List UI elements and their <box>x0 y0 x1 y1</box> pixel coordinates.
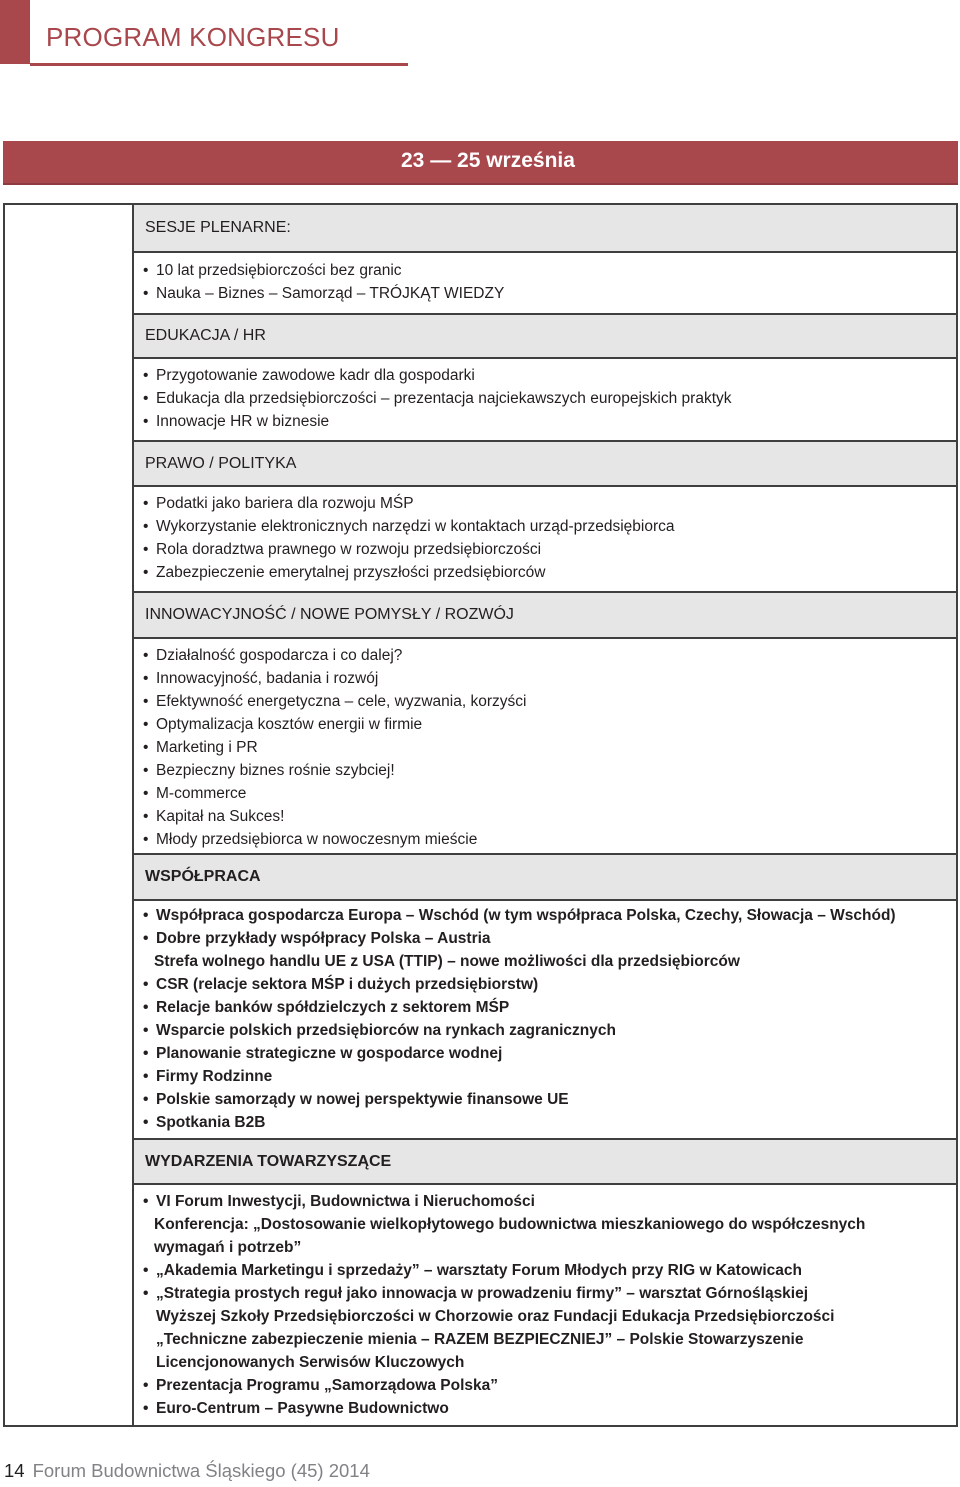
bullet-icon: • <box>143 367 149 384</box>
section-list-events <box>134 1190 956 1420</box>
list-item: Konferencja: „Dostosowanie wielkopłytowego budownictwa mieszkaniowego do współczesnych <box>154 1216 866 1233</box>
list-item: • Podatki jako bariera dla rozwoju MŚP <box>143 492 956 515</box>
page-footer <box>4 1460 370 1482</box>
list-item: Wyższej Szkoły Przedsiębiorczości w Chorzowie oraz Fundacji Edukacja Przedsiębiorczości <box>156 1308 835 1325</box>
bullet-icon: • <box>143 831 149 848</box>
list-item: • Planowanie strategiczne w gospodarce wodnej <box>143 1042 956 1065</box>
list-item: • „Akademia Marketingu i sprzedaży” – warsztaty Forum Młodych przy RIG w Katowicach <box>143 1259 956 1282</box>
list-item: Strefa wolnego handlu UE z USA (TTIP) – nowe możliwości dla przedsiębiorców <box>154 953 740 970</box>
bullet-icon: • <box>143 1045 149 1062</box>
publication-name: Forum Budownictwa Śląskiego (45) 2014 <box>32 1460 370 1481</box>
section-heading-innovation: INNOWACYJNOŚĆ / NOWE POMYSŁY / ROZWÓJ <box>134 591 956 639</box>
bullet-icon: • <box>143 495 149 512</box>
list-item: • Działalność gospodarcza i co dalej? <box>143 644 956 667</box>
list-item: • Innowacyjność, badania i rozwój <box>143 667 956 690</box>
list-item: • CSR (relacje sektora MŚP i dużych przedsiębiorstw) <box>143 973 956 996</box>
page-number: 14 <box>4 1460 25 1481</box>
list-item: • Relacje banków spółdzielczych z sektorem MŚP <box>143 996 956 1019</box>
list-item: • Edukacja dla przedsiębiorczości – prezentacja najciekawszych europejskich praktyk <box>143 387 956 410</box>
list-item: • Wsparcie polskich przedsiębiorców na rynkach zagranicznych <box>143 1019 956 1042</box>
bullet-icon: • <box>143 976 149 993</box>
bullet-icon: • <box>143 541 149 558</box>
list-item: • Młody przedsiębiorca w nowoczesnym mieście <box>143 828 956 851</box>
bullet-icon: • <box>143 518 149 535</box>
list-item: • Rola doradztwa prawnego w rozwoju przedsiębiorczości <box>143 538 956 561</box>
bullet-icon: • <box>143 564 149 581</box>
program-table <box>3 203 958 1427</box>
list-item: • Bezpieczny biznes rośnie szybciej! <box>143 759 956 782</box>
bullet-icon: • <box>143 930 149 947</box>
bullet-icon: • <box>143 1262 149 1279</box>
bullet-icon: • <box>143 762 149 779</box>
list-item: • Wykorzystanie elektronicznych narzędzi w kontaktach urząd-przedsiębiorca <box>143 515 956 538</box>
bullet-icon: • <box>143 1377 149 1394</box>
bullet-icon: • <box>143 716 149 733</box>
bullet-icon: • <box>143 999 149 1016</box>
section-heading-law: PRAWO / POLITYKA <box>134 440 956 487</box>
bullet-icon: • <box>143 739 149 756</box>
list-item: • Dobre przykłady współpracy Polska – Austria <box>143 927 956 950</box>
list-item: wymagań i potrzeb” <box>154 1239 302 1256</box>
section-list-law <box>134 492 956 584</box>
list-item: • Optymalizacja kosztów energii w firmie <box>143 713 956 736</box>
page-title: PROGRAM KONGRESU <box>46 22 340 52</box>
list-item: • „Strategia prostych reguł jako innowacja w prowadzeniu firmy” – warsztat Górnośląskiej <box>143 1282 956 1305</box>
bullet-icon: • <box>143 1400 149 1417</box>
bullet-icon: • <box>143 1091 149 1108</box>
section-heading-plenary: SESJE PLENARNE: <box>134 205 956 253</box>
list-item: • Efektywność energetyczna – cele, wyzwania, korzyści <box>143 690 956 713</box>
list-item: Licencjonowanych Serwisów Kluczowych <box>156 1354 465 1371</box>
section-list-education <box>134 364 956 433</box>
bullet-icon: • <box>143 413 149 430</box>
header-accent-bar <box>0 0 30 64</box>
list-item: • VI Forum Inwestycji, Budownictwa i Nieruchomości <box>143 1190 956 1213</box>
list-item: • Polskie samorządy w nowej perspektywie finansowe UE <box>143 1088 956 1111</box>
bullet-icon: • <box>143 907 149 924</box>
section-list-cooperation <box>134 904 956 1134</box>
list-item: • 10 lat przedsiębiorczości bez granic <box>143 259 956 282</box>
bullet-icon: • <box>143 785 149 802</box>
list-item: • M-commerce <box>143 782 956 805</box>
list-item: • Nauka – Biznes – Samorząd – TRÓJKĄT WIEDZY <box>143 282 956 305</box>
bullet-icon: • <box>143 693 149 710</box>
bullet-icon: • <box>143 1285 149 1302</box>
list-item: • Przygotowanie zawodowe kadr dla gospodarki <box>143 364 956 387</box>
bullet-icon: • <box>143 390 149 407</box>
list-item: • Firmy Rodzinne <box>143 1065 956 1088</box>
list-item: „Techniczne zabezpieczenie mienia – RAZEM BEZPIECZNIEJ” – Polskie Stowarzyszenie <box>156 1331 804 1348</box>
section-list-innovation <box>134 644 956 851</box>
list-item: • Marketing i PR <box>143 736 956 759</box>
list-item: • Innowacje HR w biznesie <box>143 410 956 433</box>
section-list-plenary <box>134 259 956 305</box>
list-item: • Kapitał na Sukces! <box>143 805 956 828</box>
list-item: • Spotkania B2B <box>143 1111 956 1134</box>
bullet-icon: • <box>143 1022 149 1039</box>
bullet-icon: • <box>143 808 149 825</box>
left-column <box>5 205 134 1425</box>
bullet-icon: • <box>143 1114 149 1131</box>
bullet-icon: • <box>143 285 149 302</box>
list-item: • Współpraca gospodarcza Europa – Wschód (w tym współpraca Polska, Czechy, Słowacja – Wschód) <box>143 904 956 927</box>
list-item: • Euro-Centrum – Pasywne Budownictwo <box>143 1397 956 1420</box>
header-rule <box>30 63 408 66</box>
bullet-icon: • <box>143 647 149 664</box>
list-item: • Prezentacja Programu „Samorządowa Polska” <box>143 1374 956 1397</box>
bullet-icon: • <box>143 670 149 687</box>
date-banner: 23 — 25 września <box>3 141 958 185</box>
section-heading-education: EDUKACJA / HR <box>134 313 956 359</box>
bullet-icon: • <box>143 262 149 279</box>
bullet-icon: • <box>143 1193 149 1210</box>
section-heading-events: WYDARZENIA TOWARZYSZĄCE <box>134 1138 956 1185</box>
bullet-icon: • <box>143 1068 149 1085</box>
list-item: • Zabezpieczenie emerytalnej przyszłości przedsiębiorców <box>143 561 956 584</box>
section-heading-cooperation: WSPÓŁPRACA <box>134 853 956 901</box>
